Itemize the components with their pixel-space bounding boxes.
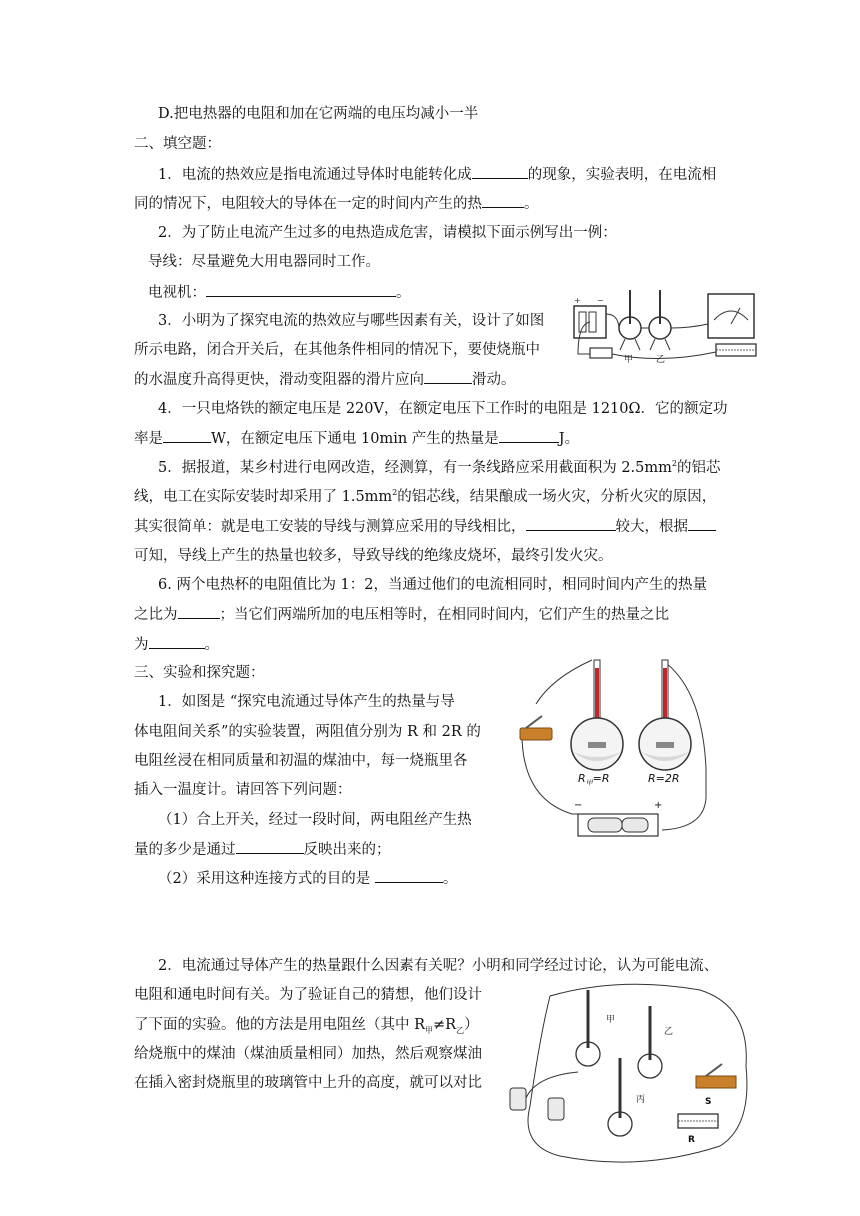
meter-icon (708, 294, 754, 338)
svg-text:−: − (597, 296, 604, 305)
e1-line7: （2）采用这种连接方式的目的是 。 (158, 868, 457, 889)
figure-circuit-flasks (570, 284, 760, 370)
figure-three-flasks (500, 976, 756, 1168)
resistor-r-icon (588, 742, 606, 748)
q5-line2: 线，电工在实际安装时却采用了 $1.5mm^2$的铝芯线，结果酿成一场火灾，分析火灾的原因， (134, 488, 717, 505)
section-experiment-heading: 三、实验和探究题： (134, 665, 265, 681)
switch-icon (590, 348, 612, 358)
resistor-2r-icon (656, 742, 674, 748)
switch-icon (520, 728, 552, 740)
q1-blank1[interactable] (472, 164, 528, 179)
q1-blank2[interactable] (482, 193, 524, 208)
battery-1-icon (510, 1088, 526, 1110)
plus-sign: + (654, 800, 663, 811)
q2-line3: 电视机： 。 (148, 282, 411, 303)
label-bing: 丙 (636, 1095, 646, 1105)
e1-line2: 体电阻间关系”的实验装置，两阻值分别为 R 和 2R 的 (134, 724, 481, 740)
label-2r: R=2R (648, 772, 680, 785)
battery-2-icon (548, 1098, 564, 1120)
figure-r-2r-experiment (512, 648, 718, 840)
e2-line1: 2．电流通过导体产生的热量跟什么因素有关呢？小明和同学经过讨论，认为可能电流、 (158, 958, 719, 974)
q4-line1: 4．一只电烙铁的额定电压是 220V，在额定电压下工作时的电阻是 1210Ω．它的额定功 (158, 401, 728, 417)
q4-blank1[interactable] (163, 428, 211, 443)
q2-blank[interactable] (206, 282, 396, 297)
q4-line2: 率是 W，在额定电压下通电 10min 产生的热量是 J。 (134, 428, 579, 449)
switch-icon (696, 1076, 736, 1088)
minus-sign: − (574, 800, 583, 811)
q3-line3: 的水温度升高得更快，滑动变阻器的滑片应向 滑动。 (134, 369, 516, 390)
q1-line1: 1．电流的热效应是指电流通过导体时电能转化成 的现象，实验表明，在电流相 (158, 164, 716, 185)
e1-blank1[interactable] (236, 839, 304, 854)
svg-text:+: + (574, 296, 581, 305)
e2-line4: 给烧瓶中的煤油（煤油质量相同）加热，然后观察煤油 (134, 1046, 482, 1062)
q2-line1: 2．为了防止电流产生过多的电热造成危害，请模拟下面示例写出一例： (158, 225, 617, 241)
label-r: R (688, 1135, 695, 1145)
q4-blank2[interactable] (499, 428, 559, 443)
q3-line1: 3．小明为了探究电流的热效应与哪些因素有关，设计了如图 (158, 313, 545, 329)
q6-blank2[interactable] (149, 634, 205, 649)
label-jia: 甲 (624, 355, 634, 365)
section-fill-blank-heading: 二、填空题： (134, 136, 221, 152)
q5-line1: 5．据报道，某乡村进行电网改造，经测算，有一条线路应采用截面积为 $2.5mm^2$的铝芯 (158, 459, 721, 476)
label-r-jia: $R_甲=R$ (578, 772, 610, 787)
option-d: D.把电热器的电阻和加在它两端的电压均减小一半 (158, 106, 479, 122)
e1-line6: 量的多少是通过 反映出来的； (134, 839, 391, 860)
battery-icon (588, 818, 622, 832)
q6-line2: 之比为 ；当它们两端所加的电压相等时，在相同时间内，它们产生的热量之比 (134, 604, 669, 625)
q1-line2: 同的情况下，电阻较大的导体在一定的时间内产生的热 。 (134, 193, 539, 214)
e1-line4: 插入一温度计。请回答下列问题： (134, 782, 352, 798)
q3-line2: 所示电路，闭合开关后，在其他条件相同的情况下，要使烧瓶中 (134, 342, 540, 358)
e1-line5: （1）合上开关，经过一段时间，两电阻丝产生热 (158, 812, 472, 828)
label-jia: 甲 (606, 1015, 616, 1025)
q6-line1: 6. 两个电热杯的电阻值比为 1：2，当通过他们的电流相同时，相同时间内产生的热量 (158, 577, 708, 593)
q5-line4: 可知，导线上产生的热量也较多，导致导线的绝缘皮烧坏，最终引发火灾。 (134, 548, 613, 564)
q6-line3: 为 。 (134, 634, 219, 655)
e2-line3: 了下面的实验。他的方法是用电阻丝（其中 $R_甲\ne R_乙$） (134, 1017, 479, 1035)
q6-blank1[interactable] (178, 604, 220, 619)
e1-blank2[interactable] (375, 868, 443, 883)
q5-blank1[interactable] (526, 516, 616, 531)
label-s: S (705, 1097, 712, 1107)
q5-line3: 其实很简单：就是电工安装的导线与测算应采用的导线相比， 较大，根据 (134, 516, 716, 537)
e1-line3: 电阻丝浸在相同质量和初温的煤油中，每一烧瓶里各 (134, 753, 468, 769)
label-yi: 乙 (664, 1027, 674, 1037)
q3-blank[interactable] (424, 369, 472, 384)
e2-line5: 在插入密封烧瓶里的玻璃管中上升的高度，就可以对比 (134, 1075, 482, 1091)
q2-line2: 导线：尽量避免大用电器同时工作。 (148, 254, 380, 270)
e2-line2: 电阻和通电时间有关。为了验证自己的猜想，他们设计 (134, 987, 482, 1003)
q5-blank2[interactable] (688, 516, 716, 531)
label-yi: 乙 (656, 355, 666, 365)
e1-line1: 1．如图是 “探究电流通过导体产生的热量与导 (158, 694, 455, 710)
